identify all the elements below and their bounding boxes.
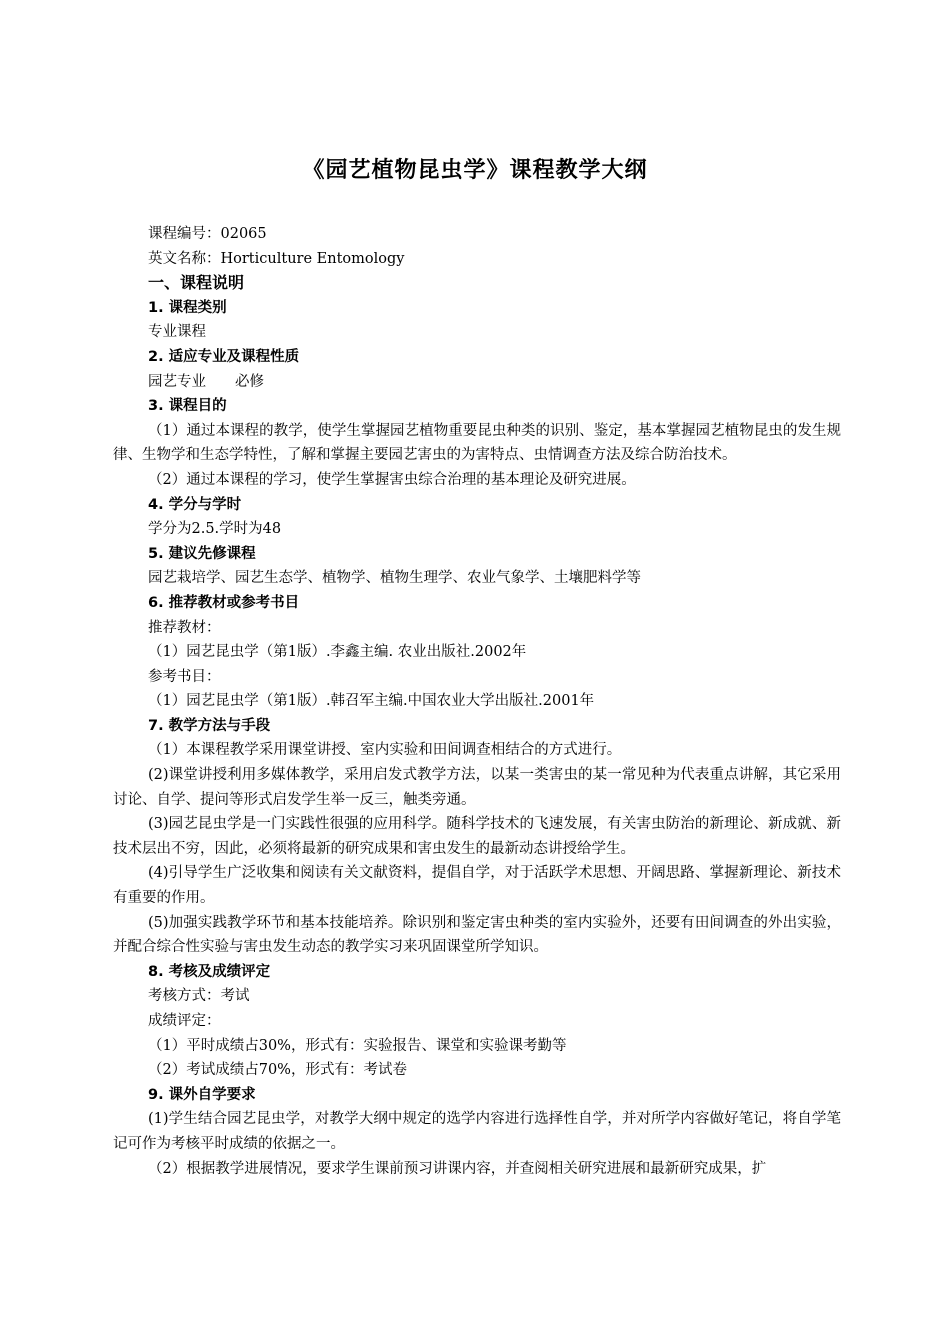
document-body — [113, 222, 841, 1181]
course-purpose-paragraph-2: （2）通过本课程的学习，使学生掌握害虫综合治理的基本理论及研究进展。 — [148, 471, 636, 488]
subheading-textbooks: 6. 推荐教材或参考书目 — [148, 594, 300, 611]
subheading-course-purpose: 3. 课程目的 — [148, 398, 227, 415]
grade-item-1: （1）平时成绩占30%，形式有：实验报告、课堂和实验课考勤等 — [148, 1037, 567, 1054]
section-heading-course-description: 一、课程说明 — [148, 273, 245, 293]
subheading-prerequisites: 5. 建议先修课程 — [148, 545, 256, 562]
english-name: 英文名称：Horticulture Entomology — [148, 250, 405, 267]
major-and-nature-text: 园艺专业 必修 — [148, 373, 264, 390]
reference-item: （1）园艺昆虫学（第1版）.韩召军主编.中国农业大学出版社.2001年 — [148, 693, 595, 710]
teaching-methods-paragraph-5: (5)加强实践教学环节和基本技能培养。除识别和鉴定害虫种类的室内实验外，还要有田间调查的外出实验，并配合综合性实验与害虫发生动态的教学实习来巩固课堂所学知识。 — [113, 914, 841, 956]
teaching-methods-paragraph-2: (2)课堂讲授利用多媒体教学，采用启发式教学方法，以某一类害虫的某一常见种为代表重点讲解，其它采用讨论、自学、提问等形式启发学生举一反三，触类旁通。 — [113, 767, 841, 808]
subheading-self-study: 9. 课外自学要求 — [148, 1086, 256, 1103]
subheading-credits-hours: 4. 学分与学时 — [148, 496, 242, 513]
self-study-paragraph-1: (1)学生结合园艺昆虫学，对教学大纲中规定的选学内容进行选择性自学，并对所学内容做好笔记，将自学笔记可作为考核平时成绩的依据之一。 — [113, 1111, 841, 1152]
teaching-methods-paragraph-3: (3)园艺昆虫学是一门实践性很强的应用科学。随科学技术的飞速发展，有关害虫防治的新理论、新成就、新技术层出不穷，因此，必须将最新的研究成果和害虫发生的最新动态讲授给学生。 — [113, 816, 841, 857]
document-title: 《园艺植物昆虫学》课程教学大纲 — [302, 158, 648, 183]
textbook-label: 推荐教材： — [148, 619, 221, 636]
self-study-paragraph-2: （2）根据教学进展情况，要求学生课前预习讲课内容，并查阅相关研究进展和最新研究成果，扩 — [148, 1160, 767, 1177]
subheading-teaching-methods: 7. 教学方法与手段 — [148, 717, 271, 734]
subheading-course-category: 1. 课程类别 — [148, 299, 227, 316]
course-category-text: 专业课程 — [148, 324, 206, 341]
credits-hours-text: 学分为2.5.学时为48 — [148, 521, 282, 538]
reference-label: 参考书目： — [148, 668, 221, 685]
subheading-assessment: 8. 考核及成绩评定 — [148, 963, 271, 980]
exam-method: 考核方式：考试 — [148, 988, 250, 1005]
teaching-methods-paragraph-4: (4)引导学生广泛收集和阅读有关文献资料，提倡自学，对于活跃学术思想、开阔思路、掌握新理论、新技术有重要的作用。 — [113, 865, 841, 907]
course-purpose-paragraph-1: （1）通过本课程的教学，使学生掌握园艺植物重要昆虫种类的识别、鉴定，基本掌握园艺植物昆虫的发生规律、生物学和生态学特性，了解和掌握主要园艺害虫的为害特点、虫情调查方法及综合防治技术。 — [113, 422, 841, 464]
grade-item-2: （2）考试成绩占70%，形式有：考试卷 — [148, 1062, 407, 1079]
course-code: 课程编号：02065 — [148, 226, 267, 242]
textbook-item: （1）园艺昆虫学（第1版）.李鑫主编. 农业出版社.2002年 — [148, 644, 527, 661]
subheading-major-and-nature: 2. 适应专业及课程性质 — [148, 348, 300, 365]
grade-label: 成绩评定： — [148, 1013, 221, 1029]
teaching-methods-paragraph-1: （1）本课程教学采用课堂讲授、室内实验和田间调查相结合的方式进行。 — [148, 742, 622, 759]
prerequisites-text: 园艺栽培学、园艺生态学、植物学、植物生理学、农业气象学、土壤肥料学等 — [148, 570, 641, 587]
